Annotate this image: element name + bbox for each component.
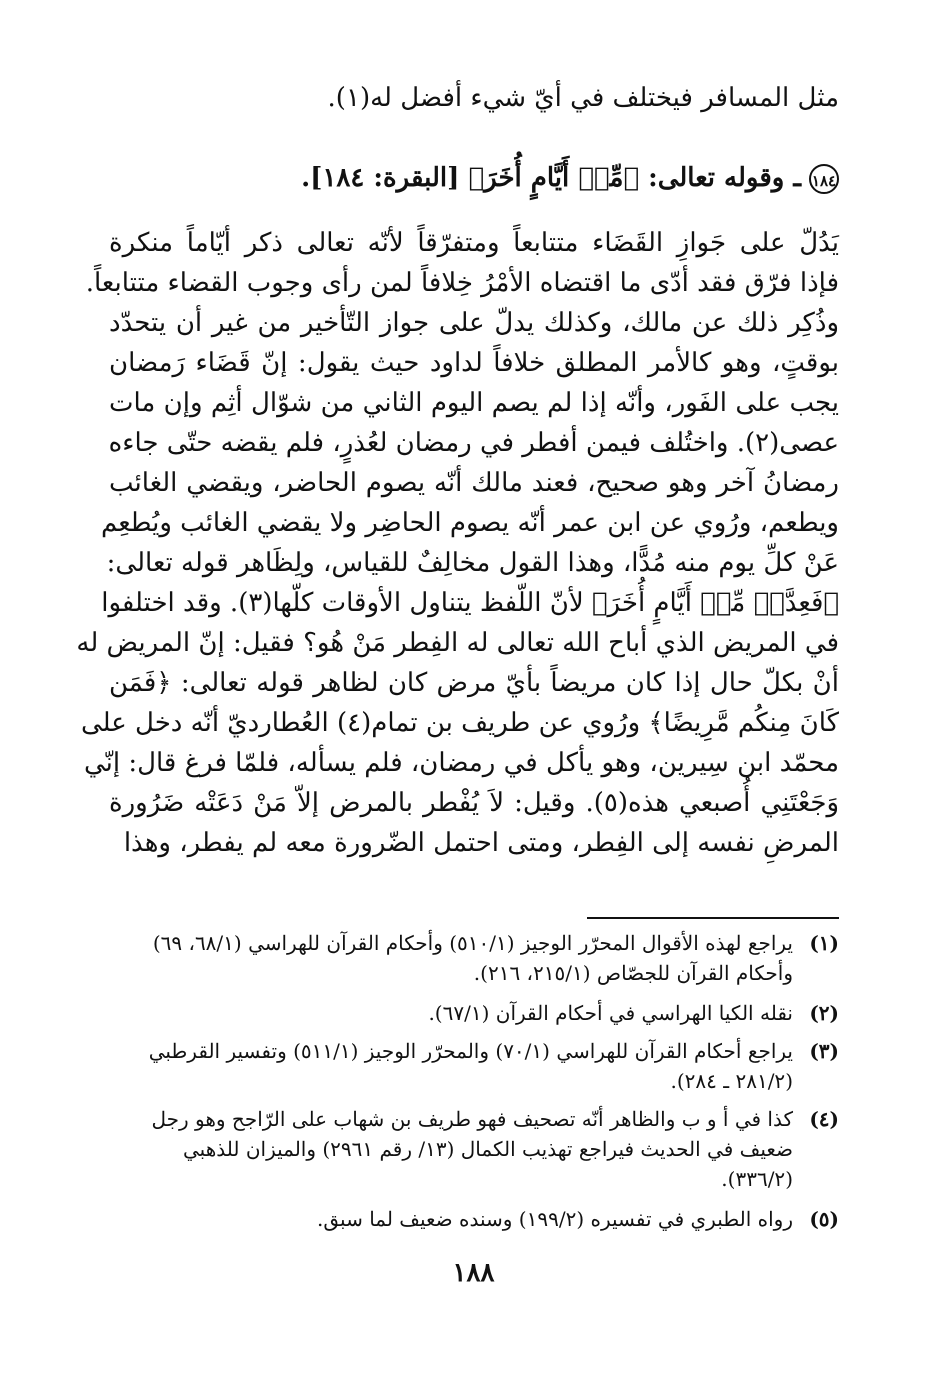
footnote-text: رواه الطبري في تفسيره (١٩٩/٢) وسنده ضعيف لما سبق.	[317, 1207, 793, 1231]
ayah-number-badge-icon: ١٨٤	[809, 164, 839, 194]
footnote-2	[109, 998, 839, 1028]
page-number: ١٨٨	[452, 1258, 495, 1288]
body-line: المرضِ نفسه إلى الفِطر، ومتى احتمل الضّرورة معه لم يفطر، وهذا	[123, 828, 839, 858]
body-line: ويطعم، ورُوي عن ابن عمر أنّه يصوم الحاضِر ولا يقضي الغائب ويُطعِم	[100, 508, 839, 538]
footnote-divider	[587, 917, 839, 919]
footnote-5	[109, 1204, 839, 1234]
body-line: وذُكِر ذلك عن مالك، وكذلك يدلّ على جواز التّأخير من غير أن يتحدّد	[109, 308, 839, 338]
footnote-text: نقله الكيا الهراسي في أحكام القرآن (٦٧/١).	[428, 1001, 793, 1025]
body-line: فإذا فرّق فقد أدّى ما اقتضاه الأمْرُ خِلافاً لمن رأى وجوب القضاء متتابعاً.	[85, 268, 839, 298]
body-line: وَجَعْتَنِي أُصبعي هذه(٥). وقيل: لاَ يُفْطر بالمرض إلاّ مَنْ دَعَتْه ضَرُورة	[109, 788, 840, 818]
footnote-number: (٤)	[809, 1107, 839, 1131]
body-line: يجب على الفَور، وأنّه إذا لم يصم اليوم الثاني من شوّال أثِم وإن مات	[109, 388, 839, 418]
footnote-3-cont: (٢٨١/٢ ـ ٢٨٤).	[670, 1069, 793, 1093]
footnote-1	[109, 928, 839, 958]
footnote-text: يراجع لهذه الأقوال المحرّر الوجيز (٥١٠/١) وأحكام القرآن للهراسي (٦٨/١، ٦٩)	[152, 931, 793, 955]
footnote-number: (٥)	[809, 1207, 839, 1231]
footnote-4	[109, 1104, 839, 1134]
body-line: عَنْ كلِّ يوم منه مُدًّا، وهذا القول مخالِفٌ للقياس، ولِظَاهر قوله تعالى:	[106, 548, 839, 578]
section-heading	[109, 158, 839, 198]
body-line: عصى(٢). واختُلف فيمن أفطر في رمضان لعُذرٍ، فلم يقضه حتّى جاءه	[108, 428, 839, 458]
footnote-4-cont: ضعيف في الحديث فيراجع تهذيب الكمال (١٣/ رقم ٢٩٦١) والميزان للذهبي	[183, 1137, 793, 1161]
body-line: بوقتٍ، وهو كالأمر المطلق خلافاً لداود حيث يقول: إنّ قَضَاء رَمضان	[109, 348, 839, 378]
body-top-line: مثل المسافر فيختلف في أيّ شيء أفضل له(١).	[327, 83, 839, 113]
footnote-1-cont: وأحكام القرآن للجصّاص (٢١٥/١، ٢١٦).	[473, 961, 793, 985]
footnote-number: (١)	[809, 931, 839, 955]
body-line: في المريض الذي أباح الله تعالى له الفِطر مَنْ هُو؟ فقيل: إنّ المريض له	[76, 628, 839, 658]
body-line: أنْ بكلّ حال إذا كان مريضاً بأيّ مرض كان لظاهر قوله تعالى: ﴿فَمَن	[109, 668, 839, 698]
footnote-number: (٣)	[809, 1039, 839, 1063]
footnote-text: يراجع أحكام القرآن للهراسي (٧٠/١) والمحرّر الوجيز (٥١١/١) وتفسير القرطبي	[148, 1039, 793, 1063]
body-line: ﴿فَعِدَّةٞ مِّنۡ أَيَّامٍ أُخَرَ﴾ لأنّ اللّفظ يتناول الأوقات كلّها(٣). وقد اختلفوا	[101, 588, 839, 618]
body-line: محمّد ابن سِيرين، وهو يأكل في رمضان، فلم يسأله، فلمّا فرغ قال: إنّي	[83, 748, 839, 778]
footnote-3	[109, 1036, 839, 1066]
footnote-4-cont: (٣٣٦/٢).	[721, 1167, 793, 1191]
body-line: كَانَ مِنكُم مَّرِيضًا﴾ ورُوي عن طريف بن تمام(٤) العُطارديّ أنّه دخل على	[80, 708, 839, 738]
footnote-number: (٢)	[809, 1001, 839, 1025]
section-heading-text: ـ وقوله تعالى: ﴿مِّنۡ أَيَّامٍ أُخَرَ﴾ [البقرة: ١٨٤].	[301, 163, 801, 193]
body-line: رمضانُ آخر وهو صحيح، فعند مالك أنّه يصوم الحاضر، ويقضي الغائب	[109, 468, 839, 498]
body-line: يَدُلّ على جَوازِ القَضَاء متتابعاً ومتفرّقاً لأنّه تعالى ذكر أيّاماً منكرة	[109, 228, 839, 258]
footnote-text: كذا في أ و ب والظاهر أنّه تصحيف فهو طريف بن شهاب على الرّاجح وهو رجل	[151, 1107, 793, 1131]
